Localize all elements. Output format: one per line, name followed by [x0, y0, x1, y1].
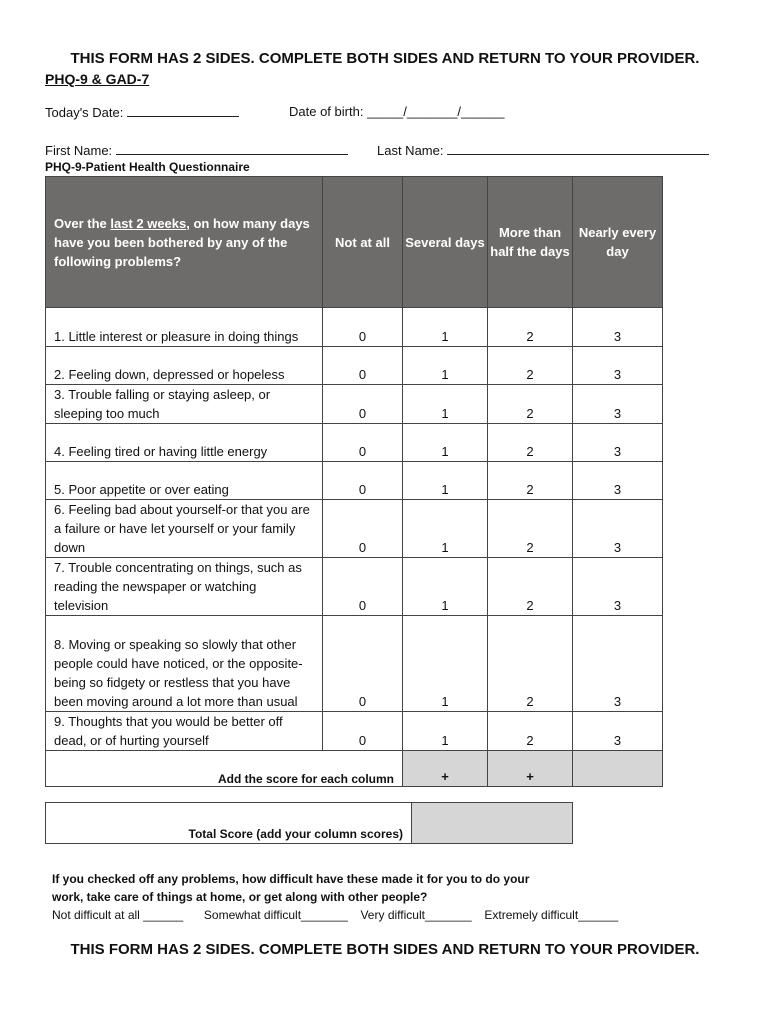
- difficulty-option-very[interactable]: Very difficult_______: [360, 908, 472, 922]
- score-option[interactable]: 0: [323, 616, 403, 712]
- score-option[interactable]: 1: [403, 385, 488, 424]
- column-sum-plus: +: [403, 751, 488, 787]
- table-row: [46, 385, 663, 424]
- total-score-box[interactable]: [412, 803, 572, 843]
- score-option[interactable]: 0: [323, 424, 403, 462]
- score-option[interactable]: 0: [323, 462, 403, 500]
- score-option[interactable]: 2: [488, 558, 573, 616]
- last-name-label: Last Name:: [377, 143, 444, 158]
- date-of-birth-label: Date of birth:: [289, 104, 364, 119]
- question-7: 7. Trouble concentrating on things, such as reading the newspaper or watching television: [46, 558, 323, 616]
- score-option[interactable]: 1: [403, 558, 488, 616]
- score-option[interactable]: 2: [488, 385, 573, 424]
- todays-date-field[interactable]: [127, 104, 239, 117]
- date-of-birth-field[interactable]: _____/_______/______: [367, 104, 505, 119]
- score-option[interactable]: 3: [573, 424, 663, 462]
- column-header-not-at-all: Not at all: [323, 177, 403, 308]
- question-header: Over the last 2 weeks, on how many days have you been bothered by any of the following problems?: [46, 177, 323, 308]
- column-sum-box[interactable]: [573, 751, 663, 787]
- difficulty-question: If you checked off any problems, how difficult have these made it for you to do your work, take care of things at home, or get along with other people?: [52, 872, 530, 904]
- score-option[interactable]: 1: [403, 712, 488, 751]
- first-name-label: First Name:: [45, 143, 113, 158]
- score-option[interactable]: 1: [403, 347, 488, 385]
- questionnaire-title: PHQ-9-Patient Health Questionnaire: [45, 160, 250, 174]
- score-option[interactable]: 0: [323, 308, 403, 347]
- table-row: [46, 308, 663, 347]
- question-1: 1. Little interest or pleasure in doing things: [46, 308, 323, 347]
- form-instruction-banner-bottom: THIS FORM HAS 2 SIDES. COMPLETE BOTH SIDES AND RETURN TO YOUR PROVIDER.: [70, 941, 700, 958]
- total-score-row: [45, 802, 573, 844]
- score-option[interactable]: 3: [573, 385, 663, 424]
- score-option[interactable]: 3: [573, 500, 663, 558]
- table-row: [46, 712, 663, 751]
- table-row: [46, 424, 663, 462]
- score-option[interactable]: 2: [488, 616, 573, 712]
- todays-date-row: [45, 104, 239, 120]
- difficulty-section: [52, 870, 618, 924]
- score-option[interactable]: 2: [488, 712, 573, 751]
- column-header-more-than-half: More than half the days: [488, 177, 573, 308]
- score-option[interactable]: 2: [488, 347, 573, 385]
- difficulty-option-not-difficult[interactable]: Not difficult at all ______: [52, 908, 184, 922]
- question-3: 3. Trouble falling or staying asleep, or sleeping too much: [46, 385, 323, 424]
- score-option[interactable]: 1: [403, 462, 488, 500]
- difficulty-option-extremely[interactable]: Extremely difficult______: [484, 908, 619, 922]
- difficulty-option-somewhat[interactable]: Somewhat difficult_______: [203, 908, 348, 922]
- question-5: 5. Poor appetite or over eating: [46, 462, 323, 500]
- score-option[interactable]: 2: [488, 424, 573, 462]
- score-option[interactable]: 3: [573, 347, 663, 385]
- form-instruction-banner: THIS FORM HAS 2 SIDES. COMPLETE BOTH SIDES AND RETURN TO YOUR PROVIDER.: [70, 50, 700, 67]
- score-option[interactable]: 3: [573, 712, 663, 751]
- score-option[interactable]: 0: [323, 500, 403, 558]
- score-option[interactable]: 0: [323, 558, 403, 616]
- score-option[interactable]: 0: [323, 385, 403, 424]
- score-option[interactable]: 1: [403, 424, 488, 462]
- score-option[interactable]: 0: [323, 347, 403, 385]
- score-option[interactable]: 2: [488, 308, 573, 347]
- todays-date-label: Today's Date:: [45, 105, 124, 120]
- score-option[interactable]: 1: [403, 500, 488, 558]
- question-9: 9. Thoughts that you would be better off dead, or of hurting yourself: [46, 712, 323, 751]
- question-6: 6. Feeling bad about yourself-or that you are a failure or have let yourself or your family down: [46, 500, 323, 558]
- column-sum-plus: +: [488, 751, 573, 787]
- score-option[interactable]: 3: [573, 616, 663, 712]
- total-score-label: Total Score (add your column scores): [46, 803, 412, 843]
- score-option[interactable]: 2: [488, 462, 573, 500]
- score-option[interactable]: 3: [573, 462, 663, 500]
- column-header-several-days: Several days: [403, 177, 488, 308]
- phq9-table: [45, 176, 663, 787]
- first-name-row: [45, 142, 348, 158]
- column-header-nearly-every-day: Nearly every day: [573, 177, 663, 308]
- question-4: 4. Feeling tired or having little energy: [46, 424, 323, 462]
- last-name-field[interactable]: [447, 142, 709, 155]
- table-row: [46, 500, 663, 558]
- column-sum-row: [46, 751, 663, 787]
- score-option[interactable]: 3: [573, 308, 663, 347]
- table-row: [46, 558, 663, 616]
- score-option[interactable]: 3: [573, 558, 663, 616]
- score-option[interactable]: 1: [403, 308, 488, 347]
- first-name-field[interactable]: [116, 142, 348, 155]
- table-row: [46, 616, 663, 712]
- column-sum-label: Add the score for each column: [46, 751, 403, 787]
- date-of-birth-row: [289, 104, 504, 119]
- table-row: [46, 347, 663, 385]
- score-option[interactable]: 0: [323, 712, 403, 751]
- question-8: 8. Moving or speaking so slowly that other people could have noticed, or the opposite-being so fidgety or restless that you have been moving around a lot more than usual: [46, 616, 323, 712]
- table-row: [46, 462, 663, 500]
- score-option[interactable]: 1: [403, 616, 488, 712]
- question-2: 2. Feeling down, depressed or hopeless: [46, 347, 323, 385]
- last-name-row: [377, 142, 709, 158]
- score-option[interactable]: 2: [488, 500, 573, 558]
- difficulty-options: [52, 906, 618, 924]
- form-title: PHQ-9 & GAD-7: [45, 71, 150, 87]
- table-header-row: [46, 177, 663, 308]
